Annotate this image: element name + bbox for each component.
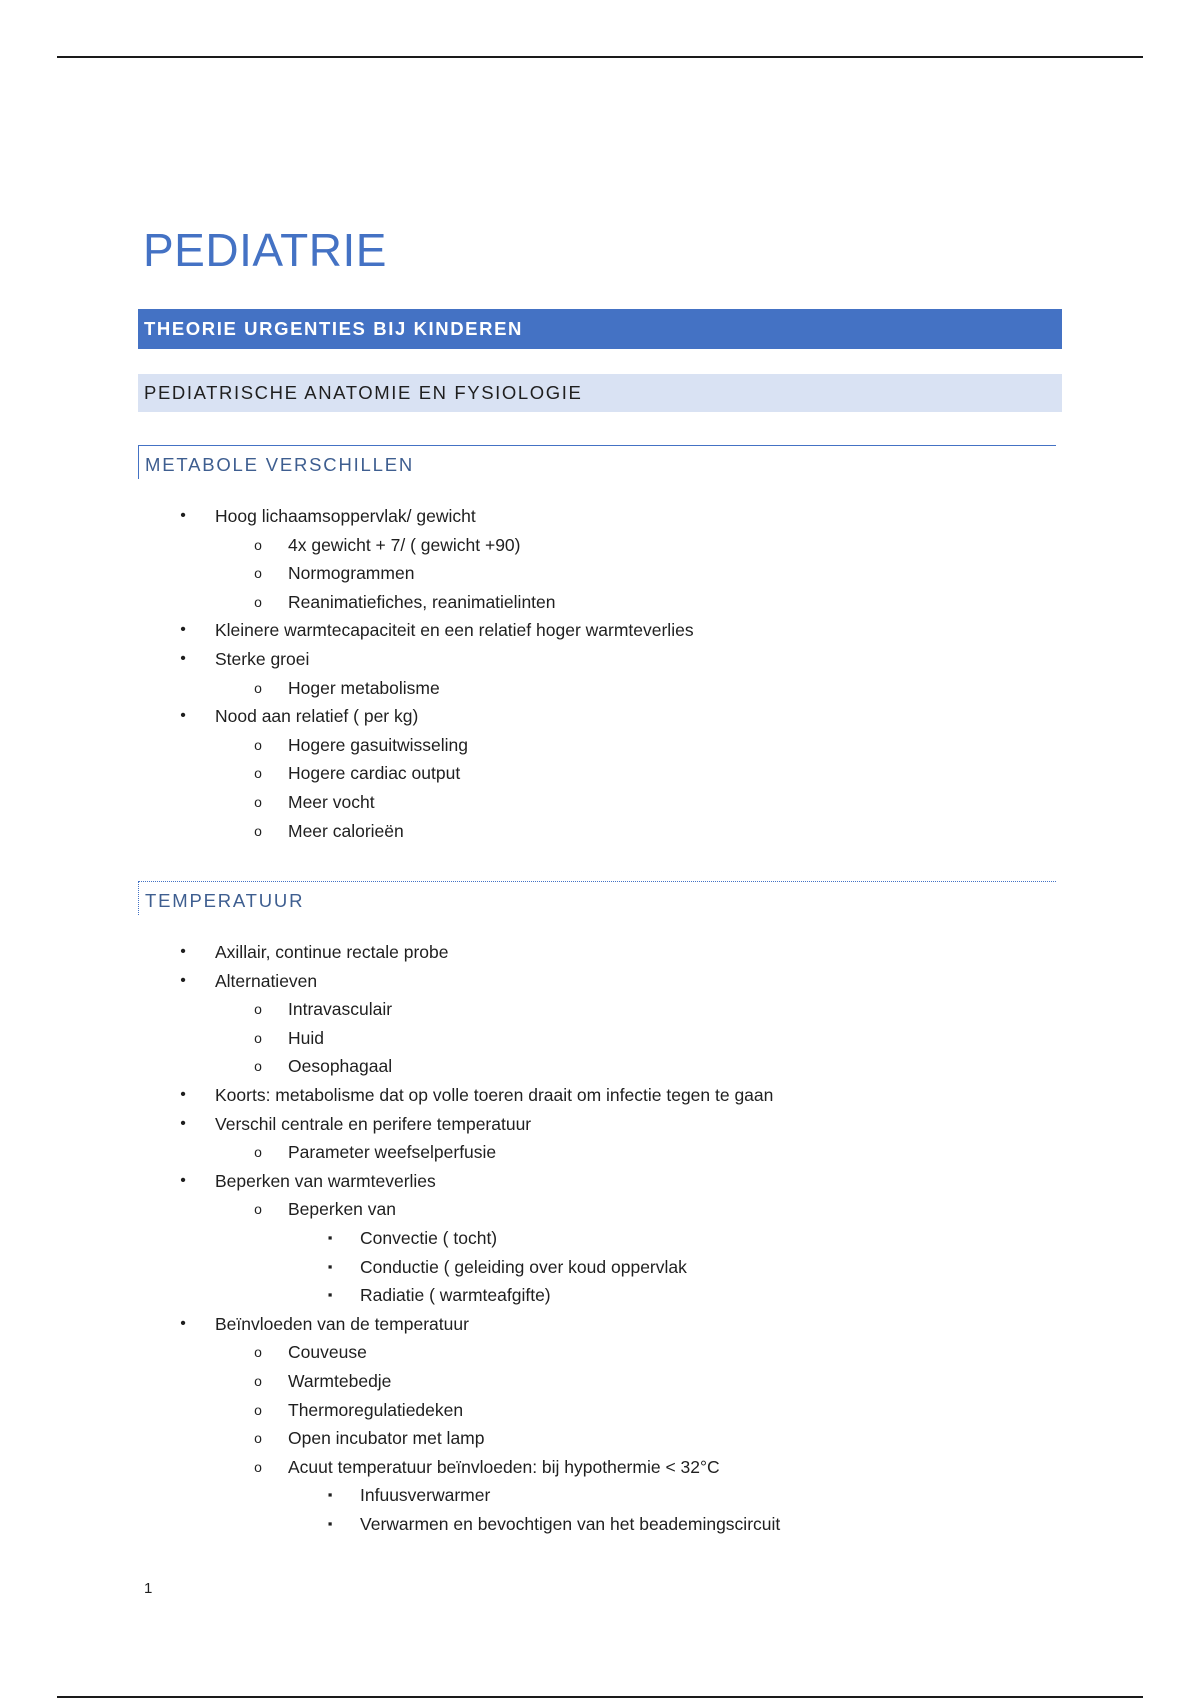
section-heading-label: METABOLE VERSCHILLEN: [145, 454, 415, 475]
bullet-icon: o: [254, 793, 262, 810]
list-item-text: Oesophagaal: [288, 1056, 393, 1077]
bullet-icon: ▪: [327, 1258, 333, 1274]
list-item-text: Beperken van warmteverlies: [215, 1170, 436, 1191]
list-item-text: Alternatieven: [215, 970, 318, 991]
list-item: [0, 1024, 1200, 1053]
list-item-text: Infuusverwarmer: [360, 1485, 491, 1506]
list-item: [0, 1367, 1200, 1396]
bullet-icon: o: [254, 1430, 262, 1447]
list-item: [0, 1138, 1200, 1167]
list-item: [0, 967, 1200, 996]
bullet-icon: o: [254, 1372, 262, 1389]
bullet-icon: o: [254, 1344, 262, 1361]
bullet-icon: o: [254, 1201, 262, 1218]
section-heading-metabole: [138, 445, 1056, 479]
document-title: PEDIATRIE: [143, 224, 387, 276]
bullet-list-temperatuur: [0, 938, 1200, 1538]
bullet-icon: o: [254, 1001, 262, 1018]
bullet-icon: o: [254, 679, 262, 696]
section-heading-temperatuur: [138, 881, 1056, 915]
list-item-text: Thermoregulatiedeken: [288, 1399, 464, 1420]
list-item-text: Hoger metabolisme: [288, 677, 440, 698]
bullet-icon: •: [180, 649, 186, 667]
list-item: [0, 531, 1200, 560]
section-heading-label: TEMPERATUUR: [145, 890, 305, 911]
bullet-icon: ▪: [327, 1287, 333, 1303]
list-item-text: Kleinere warmtecapaciteit en een relatief hoger warmteverlies: [215, 620, 694, 641]
list-item: [0, 1052, 1200, 1081]
list-item: [0, 502, 1200, 531]
heading-2: PEDIATRISCHE ANATOMIE EN FYSIOLOGIE: [138, 374, 1062, 412]
list-item-text: Koorts: metabolisme dat op volle toeren draait om infectie tegen te gaan: [215, 1084, 774, 1105]
bullet-icon: o: [254, 736, 262, 753]
list-item: [0, 1453, 1200, 1482]
list-item-text: Hogere gasuitwisseling: [288, 734, 468, 755]
bullet-icon: o: [254, 536, 262, 553]
list-item: [0, 1110, 1200, 1139]
list-item-text: Verschil centrale en perifere temperatuur: [215, 1113, 532, 1134]
bullet-icon: •: [180, 971, 186, 989]
bullet-icon: •: [180, 943, 186, 960]
list-item: [0, 1253, 1200, 1282]
list-item: [0, 1081, 1200, 1110]
bullet-icon: o: [254, 565, 262, 582]
list-item: [0, 759, 1200, 788]
list-item: [0, 1310, 1200, 1339]
list-item-text: Convectie ( tocht): [360, 1227, 498, 1248]
list-item: [0, 1510, 1200, 1539]
bullet-icon: •: [180, 707, 186, 725]
bullet-icon: o: [254, 1029, 262, 1046]
list-item-text: Verwarmen en bevochtigen van het beademingscircuit: [360, 1513, 781, 1534]
list-item-text: Parameter weefselperfusie: [288, 1142, 497, 1163]
list-item: [0, 938, 1200, 967]
bullet-icon: •: [180, 1085, 186, 1103]
list-item: [0, 1424, 1200, 1453]
bullet-icon: o: [254, 1458, 262, 1475]
bullet-icon: o: [254, 1401, 262, 1418]
list-item: [0, 995, 1200, 1024]
list-item-text: Reanimatiefiches, reanimatielinten: [288, 591, 556, 612]
list-item: [0, 616, 1200, 645]
heading-1: THEORIE URGENTIES BIJ KINDEREN: [138, 309, 1062, 349]
bullet-icon: •: [180, 621, 186, 639]
list-item-text: Intravasculair: [288, 999, 393, 1020]
list-item: [0, 731, 1200, 760]
list-item-text: Huid: [288, 1027, 324, 1048]
bullet-icon: •: [180, 1314, 186, 1332]
list-item-text: Open incubator met lamp: [288, 1428, 485, 1449]
bullet-icon: •: [180, 507, 186, 524]
list-item-text: Warmtebedje: [288, 1370, 392, 1391]
list-item: [0, 1167, 1200, 1196]
list-item: [0, 788, 1200, 817]
footer-rule: [57, 1696, 1143, 1698]
bullet-icon: •: [180, 1171, 186, 1189]
list-item-text: Sterke groei: [215, 648, 310, 669]
list-item-text: 4x gewicht + 7/ ( gewicht +90): [288, 534, 521, 555]
list-item: [0, 1195, 1200, 1224]
list-item: [0, 1281, 1200, 1310]
list-item-text: Normogrammen: [288, 563, 415, 584]
page-number: 1: [144, 1580, 153, 1597]
list-item-text: Beïnvloeden van de temperatuur: [215, 1313, 469, 1334]
list-item: [0, 588, 1200, 617]
list-item-text: Nood aan relatief ( per kg): [215, 706, 419, 727]
bullet-icon: o: [254, 1144, 262, 1161]
list-item: [0, 1481, 1200, 1510]
list-item: [0, 1338, 1200, 1367]
list-item: [0, 817, 1200, 846]
bullet-icon: o: [254, 822, 262, 839]
bullet-icon: o: [254, 765, 262, 782]
list-item: [0, 559, 1200, 588]
bullet-icon: ▪: [327, 1229, 333, 1245]
bullet-list-metabole: [0, 502, 1200, 845]
list-item-text: Hogere cardiac output: [288, 763, 461, 784]
list-item: [0, 645, 1200, 674]
bullet-icon: •: [180, 1114, 186, 1132]
list-item-text: Conductie ( geleiding over koud oppervlak: [360, 1256, 687, 1277]
list-item-text: Meer calorieën: [288, 820, 404, 841]
list-item-text: Meer vocht: [288, 791, 375, 812]
header-rule: [57, 56, 1143, 58]
list-item-text: Acuut temperatuur beïnvloeden: bij hypothermie < 32°C: [288, 1456, 720, 1477]
list-item: [0, 674, 1200, 703]
bullet-icon: ▪: [327, 1515, 333, 1531]
list-item: [0, 702, 1200, 731]
list-item: [0, 1224, 1200, 1253]
list-item-text: Beperken van: [288, 1199, 396, 1220]
list-item: [0, 1396, 1200, 1425]
list-item-text: Couveuse: [288, 1342, 367, 1363]
bullet-icon: o: [254, 1058, 262, 1075]
list-item-text: Axillair, continue rectale probe: [215, 942, 449, 962]
list-item-text: Radiatie ( warmteafgifte): [360, 1285, 551, 1306]
bullet-icon: ▪: [327, 1487, 333, 1503]
bullet-icon: o: [254, 593, 262, 610]
list-item-text: Hoog lichaamsoppervlak/ gewicht: [215, 506, 476, 526]
